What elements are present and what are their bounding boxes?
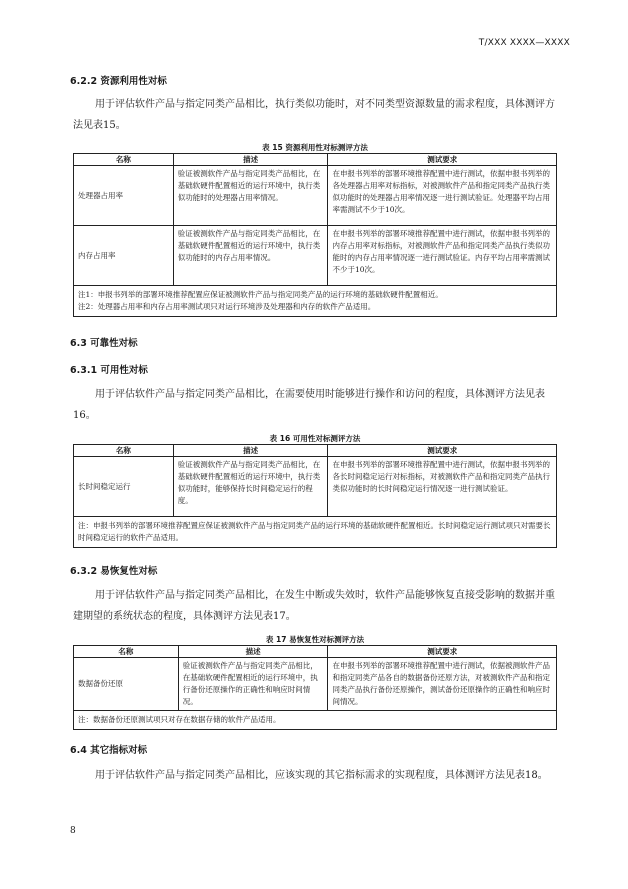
section-heading-6-3-1: 6.3.1 可用性对标 — [70, 365, 148, 376]
row-description-cell: 验证被测软件产品与指定同类产品相比，在基础软硬件配置相近的运行环境中，执行备份还原操作的正确性和响应时间情况。 — [178, 658, 328, 711]
column-header: 名称 — [74, 646, 179, 658]
document-code-header: T/XXX XXXX—XXXX — [478, 38, 570, 48]
table-row — [74, 226, 557, 286]
row-description-cell: 验证被测软件产品与指定同类产品相比，在基础软硬件配置相近的运行环境中，执行类似功能时的内存占用率情况。 — [173, 226, 328, 286]
row-description-cell: 验证被测软件产品与指定同类产品相比，在基础软硬件配置相近的运行环境中，执行类似功能时，能够保持长时间稳定运行的程度。 — [173, 457, 328, 517]
row-requirement-cell: 在申报书列举的部署环境推荐配置中进行测试，依据申报书列举的各处理器占用率对标指标，对被测软件产品和指定同类产品执行类似功能时的处理器占用率情况逐一进行测试验证。处理器平均占用率需测试不少于10次。 — [328, 166, 557, 226]
section-paragraph-6-3-2: 用于评估软件产品与指定同类产品相比，在发生中断或失效时，软件产品能够恢复直接受影响的数据并重建期望的系统状态的程度，具体测评方法见表17。 — [73, 590, 555, 622]
table-header-row — [74, 646, 557, 658]
section-paragraph-6-4: 用于评估软件产品与指定同类产品相比，应该实现的其它指标需求的实现程度，具体测评方法见表18。 — [95, 770, 548, 781]
table-row — [74, 658, 557, 711]
table-note: 注1：申报书列举的部署环境推荐配置应保证被测软件产品与指定同类产品的运行环境的基础软硬件配置相近。 — [78, 290, 443, 299]
table-header-row — [74, 445, 557, 457]
section-heading-6-3: 6.3 可靠性对标 — [70, 338, 138, 349]
column-header: 描述 — [178, 646, 328, 658]
table-row — [74, 166, 557, 226]
section-heading-6-2-2: 6.2.2 资源利用性对标 — [70, 76, 167, 87]
table-notes-row — [74, 517, 557, 548]
row-name-cell: 数据备份还原 — [74, 658, 179, 711]
section-heading-6-3-2: 6.3.2 易恢复性对标 — [70, 566, 158, 577]
table-15 — [73, 153, 557, 317]
row-requirement-cell: 在申报书列举的部署环境推荐配置中进行测试，依据申报书列举的各长时间稳定运行对标指标，对被测软件产品和指定同类产品执行类似功能时的长时间稳定运行情况逐一进行测试验证。 — [328, 457, 557, 517]
table-notes-cell: 注：申报书列举的部署环境推荐配置应保证被测软件产品与指定同类产品的运行环境的基础软硬件配置相近。长时间稳定运行测试项只对需要长时间稳定运行的软件产品适用。 — [74, 517, 557, 548]
column-header: 名称 — [74, 154, 174, 166]
row-name-cell: 处理器占用率 — [74, 166, 174, 226]
table-17-caption: 表 17 易恢复性对标测评方法 — [265, 635, 365, 644]
column-header: 测试要求 — [328, 646, 557, 658]
column-header: 名称 — [74, 445, 174, 457]
column-header: 描述 — [173, 445, 328, 457]
column-header: 测试要求 — [328, 154, 557, 166]
section-heading-6-4: 6.4 其它指标对标 — [70, 745, 148, 756]
row-name-cell: 内存占用率 — [74, 226, 174, 286]
table-17 — [73, 645, 557, 730]
table-15-caption: 表 15 资源利用性对标测评方法 — [262, 143, 368, 152]
table-header-row — [74, 154, 557, 166]
column-header: 描述 — [173, 154, 328, 166]
table-16-caption: 表 16 可用性对标测评方法 — [269, 434, 361, 443]
table-notes-cell — [74, 286, 557, 317]
row-requirement-cell: 在申报书列举的部署环境推荐配置中进行测试，依据申报书列举的内存占用率对标指标，对被测软件产品和指定同类产品执行类似功能时的内存占用率情况逐一进行测试验证。内存平均占用率需测试不少于10次。 — [328, 226, 557, 286]
table-note: 注2：处理器占用率和内存占用率测试项只对运行环境涉及处理器和内存的软件产品适用。 — [78, 302, 376, 311]
row-requirement-cell: 在申报书列举的部署环境推荐配置中进行测试，依据被测软件产品和指定同类产品各自的数据备份还原方法，对被测软件产品和指定同类产品执行备份还原操作，测试备份还原操作的正确性和响应时间情况。 — [328, 658, 557, 711]
table-16 — [73, 444, 557, 548]
section-paragraph-6-3-1: 用于评估软件产品与指定同类产品相比，在需要使用时能够进行操作和访问的程度，具体测评方法见表16。 — [73, 389, 545, 421]
section-paragraph-6-2-2: 用于评估软件产品与指定同类产品相比，执行类似功能时，对不同类型资源数量的需求程度，具体测评方法见表15。 — [73, 99, 555, 131]
table-notes-row — [74, 711, 557, 730]
table-notes-cell: 注：数据备份还原测试项只对存在数据存储的软件产品适用。 — [74, 711, 557, 730]
page-number: 8 — [70, 826, 76, 836]
column-header: 测试要求 — [328, 445, 557, 457]
table-notes-row — [74, 286, 557, 317]
row-description-cell: 验证被测软件产品与指定同类产品相比，在基础软硬件配置相近的运行环境中，执行类似功能时的处理器占用率情况。 — [173, 166, 328, 226]
table-row — [74, 457, 557, 517]
row-name-cell: 长时间稳定运行 — [74, 457, 174, 517]
